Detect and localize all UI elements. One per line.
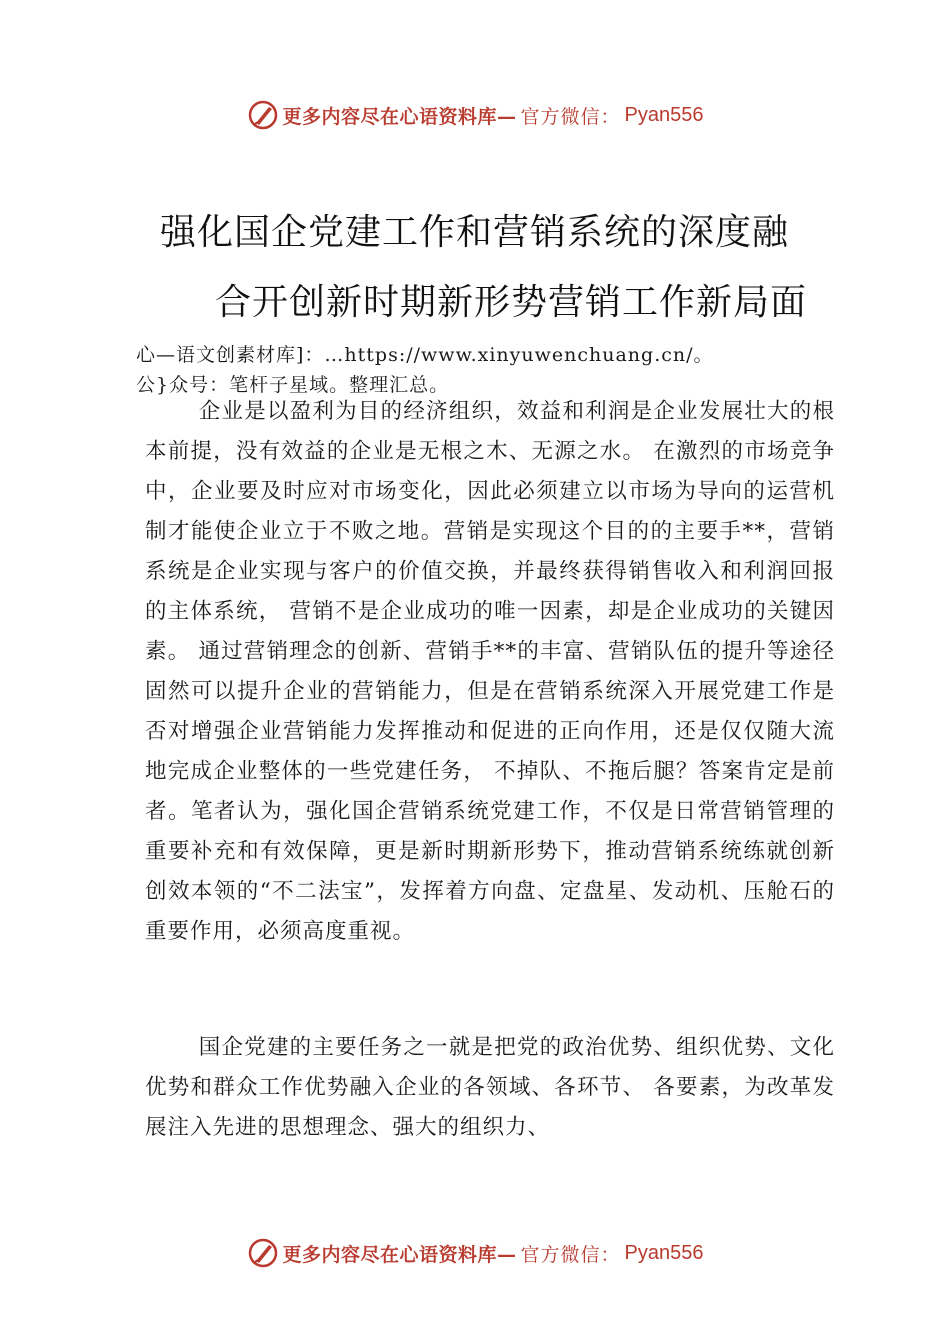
body-paragraph-1-container: [145, 392, 835, 952]
banner-wechat-label: 官方微信：: [520, 105, 621, 128]
banner-wechat-label: 官方微信：: [520, 1243, 621, 1266]
body-paragraph-2: 国企党建的主要任务之一就是把党的政治优势、组织优势、文化优势和群众工作优势融入企业的各领域、各环节、 各要素，为改革发展注入先进的思想理念、强大的组织力、: [145, 1035, 835, 1140]
banner-wechat-id: Pyan556: [624, 103, 704, 126]
banner-slogan: 更多内容尽在心语资料库—: [282, 105, 517, 128]
document-title-line-1: 强化国企党建工作和营销系统的深度融: [160, 212, 790, 253]
body-paragraph-1: 企业是以盈利为目的经济组织，效益和利润是企业发展壮大的根本前提，没有效益的企业是无根之木、无源之水。 在激烈的市场竞争中，企业要及时应对市场变化，因此必须建立以市场为导向的运营机制才能使企业立于不败之地。营销是实现这个目的的主要手**，营销系统是企业实现与客户的价值交换，并最终获得销售收入和利润回报的主体系统， 营销不是企业成功的唯一因素，却是企业成功的关键因素。 通过营销理念的创新、营销手**的丰富、营销队伍的提升等途径固然可以提升企业的营销能力，但是在营销系统深入开展党建工作是否对增强企业营销能力发挥推动和促进的正向作用，还是仅仅随大流地完成企业整体的一些党建任务， 不掉队、不拖后腿？答案肯定是前者。笔者认为，强化国企营销系统党建工作，不仅是日常营销管理的重要补充和有效保障，更是新时期新形势下，推动营销系统练就创新创效本领的“不二法宝”，发挥着方向盘、定盘星、发动机、压舱石的重要作用，必须高度重视。: [145, 399, 835, 944]
source-line-2: 公}众号：笔杆子星域。整理汇总。: [136, 374, 450, 396]
header-banner: [0, 95, 950, 135]
body-paragraph-2-container: [145, 1028, 835, 1148]
document-title-line-2: 合开创新时期新形势营销工作新局面: [215, 282, 808, 323]
banner-slogan: 更多内容尽在心语资料库—: [282, 1243, 517, 1266]
source-line-1: 心—语文创素材库]：…https://www.xinyuwenchuang.cn/。: [136, 344, 714, 366]
banner-wechat-id: Pyan556: [624, 1241, 704, 1264]
quill-pen-circle-icon: [247, 99, 279, 131]
footer-banner: [0, 1233, 950, 1273]
quill-pen-circle-icon: [247, 1237, 279, 1269]
